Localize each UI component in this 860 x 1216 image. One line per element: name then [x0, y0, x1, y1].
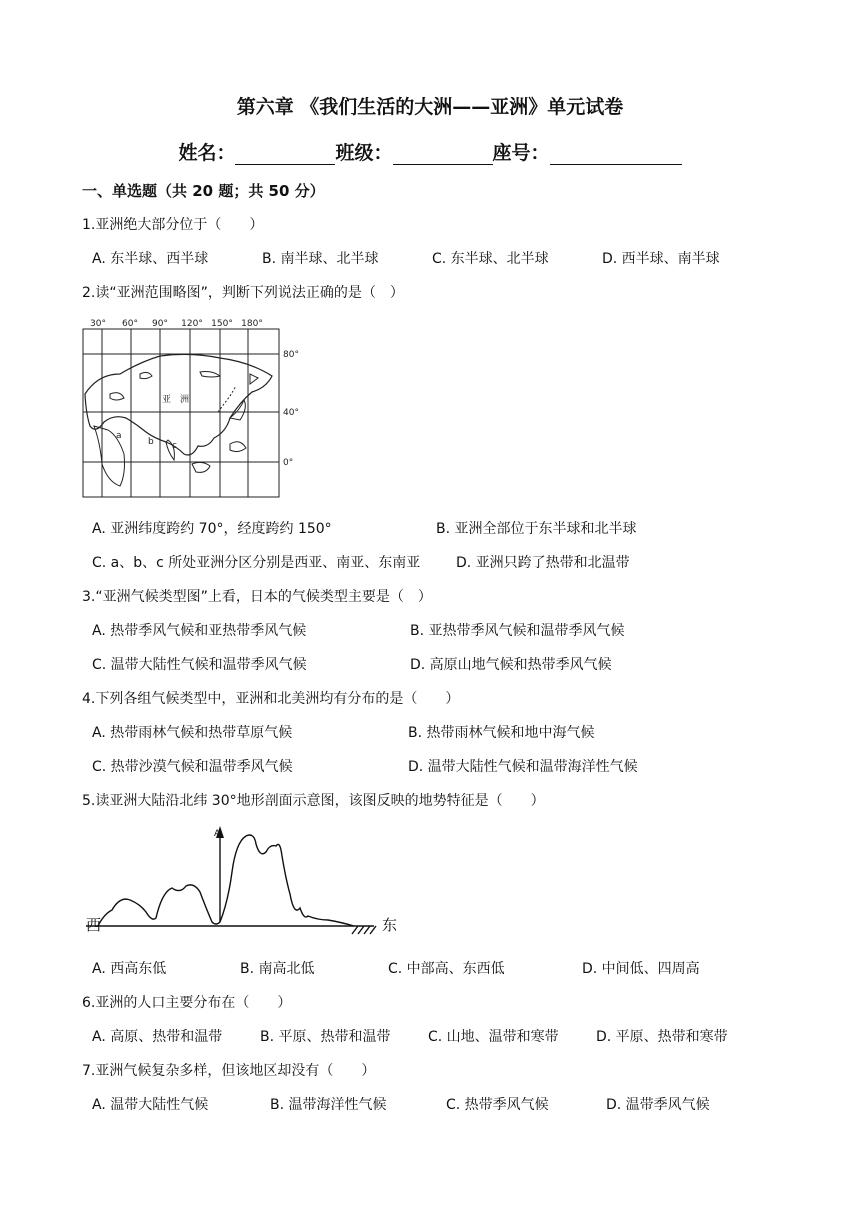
- question-5-option-c[interactable]: C. 中部高、东西低: [388, 961, 505, 977]
- profile-label-east: 东: [382, 916, 398, 934]
- question-6-option-b[interactable]: B. 平原、热带和温带: [260, 1029, 391, 1045]
- question-5-option-a[interactable]: A. 西高东低: [92, 961, 167, 977]
- map-top-tick: 60°: [122, 319, 138, 329]
- map-region-b: b: [148, 437, 154, 447]
- map-top-tick: 150°: [211, 319, 233, 329]
- question-5-option-d[interactable]: D. 中间低、四周高: [582, 961, 700, 977]
- question-1-option-b[interactable]: B. 南半球、北半球: [262, 251, 379, 267]
- question-3-option-a[interactable]: A. 热带季风气候和亚热带季风气候: [92, 623, 307, 639]
- map-top-tick: 90°: [152, 319, 168, 329]
- question-4-option-c[interactable]: C. 热带沙漠气候和温带季风气候: [92, 759, 293, 775]
- question-4-option-d[interactable]: D. 温带大陆性气候和温带海洋性气候: [408, 759, 638, 775]
- question-2-option-c[interactable]: C. a、b、c 所处亚洲分区分别是西亚、南亚、东南亚: [92, 555, 421, 571]
- question-4-stem: 4.下列各组气候类型中，亚洲和北美洲均有分布的是（ ）: [82, 691, 460, 707]
- question-1-stem: 1.亚洲绝大部分位于（ ）: [82, 217, 264, 233]
- question-2-stem: 2.读“亚洲范围略图”，判断下列说法正确的是（ ）: [82, 285, 404, 301]
- question-7-option-d[interactable]: D. 温带季风气候: [606, 1097, 710, 1113]
- question-6-option-c[interactable]: C. 山地、温带和寒带: [428, 1029, 559, 1045]
- asia-range-map: [80, 314, 305, 504]
- question-2-option-b[interactable]: B. 亚洲全部位于东半球和北半球: [436, 521, 637, 537]
- question-2-option-d[interactable]: D. 亚洲只跨了热带和北温带: [456, 555, 630, 571]
- question-3-option-d[interactable]: D. 高原山地气候和热带季风气候: [410, 657, 612, 673]
- class-blank[interactable]: [393, 144, 493, 165]
- question-3-option-b[interactable]: B. 亚热带季风气候和温带季风气候: [410, 623, 625, 639]
- map-top-tick: 120°: [181, 319, 203, 329]
- question-1-option-a[interactable]: A. 东半球、西半球: [92, 251, 209, 267]
- question-1-option-d[interactable]: D. 西半球、南半球: [602, 251, 720, 267]
- question-7-stem: 7.亚洲气候复杂多样，但该地区却没有（ ）: [82, 1063, 376, 1079]
- question-5-stem: 5.读亚洲大陆沿北纬 30°地形剖面示意图，该图反映的地势特征是（ ）: [82, 793, 545, 809]
- question-7-option-b[interactable]: B. 温带海洋性气候: [270, 1097, 387, 1113]
- question-1-option-c[interactable]: C. 东半球、北半球: [432, 251, 549, 267]
- map-top-tick: 180°: [241, 319, 263, 329]
- question-7-option-c[interactable]: C. 热带季风气候: [446, 1097, 549, 1113]
- seat-label: 座号：: [492, 142, 550, 164]
- question-3-stem: 3.“亚洲气候类型图”上看，日本的气候类型主要是（ ）: [82, 589, 432, 605]
- map-region-a: a: [116, 431, 122, 441]
- question-3-option-c[interactable]: C. 温带大陆性气候和温带季风气候: [92, 657, 307, 673]
- question-6-option-d[interactable]: D. 平原、热带和寒带: [596, 1029, 728, 1045]
- section-heading: 一、单选题（共 20 题；共 50 分）: [82, 182, 325, 200]
- question-4-option-b[interactable]: B. 热带雨林气候和地中海气候: [408, 725, 595, 741]
- page-title: 第六章 《我们生活的大洲——亚洲》单元试卷: [236, 96, 624, 118]
- map-label-asia: 亚 洲: [162, 395, 190, 405]
- question-6-stem: 6.亚洲的人口主要分布在（ ）: [82, 995, 292, 1011]
- question-6-option-a[interactable]: A. 高原、热带和温带: [92, 1029, 223, 1045]
- question-4-option-a[interactable]: A. 热带雨林气候和热带草原气候: [92, 725, 293, 741]
- question-5-option-b[interactable]: B. 南高北低: [240, 961, 315, 977]
- seat-blank[interactable]: [550, 144, 682, 165]
- question-7-option-a[interactable]: A. 温带大陆性气候: [92, 1097, 209, 1113]
- map-region-c: c: [172, 441, 177, 451]
- profile-label-west: 西: [86, 916, 102, 934]
- class-label: 班级：: [335, 142, 393, 164]
- map-side-tick: 0°: [283, 458, 294, 468]
- name-label: 姓名：: [178, 142, 236, 164]
- map-side-tick: 40°: [283, 408, 299, 418]
- terrain-profile-figure: [82, 822, 412, 944]
- student-info: [0, 138, 860, 165]
- map-top-tick: 30°: [90, 319, 106, 329]
- name-blank[interactable]: [235, 144, 335, 165]
- profile-label-peak: A: [214, 829, 221, 839]
- question-2-option-a[interactable]: A. 亚洲纬度跨约 70°，经度跨约 150°: [92, 521, 332, 537]
- map-side-tick: 80°: [283, 350, 299, 360]
